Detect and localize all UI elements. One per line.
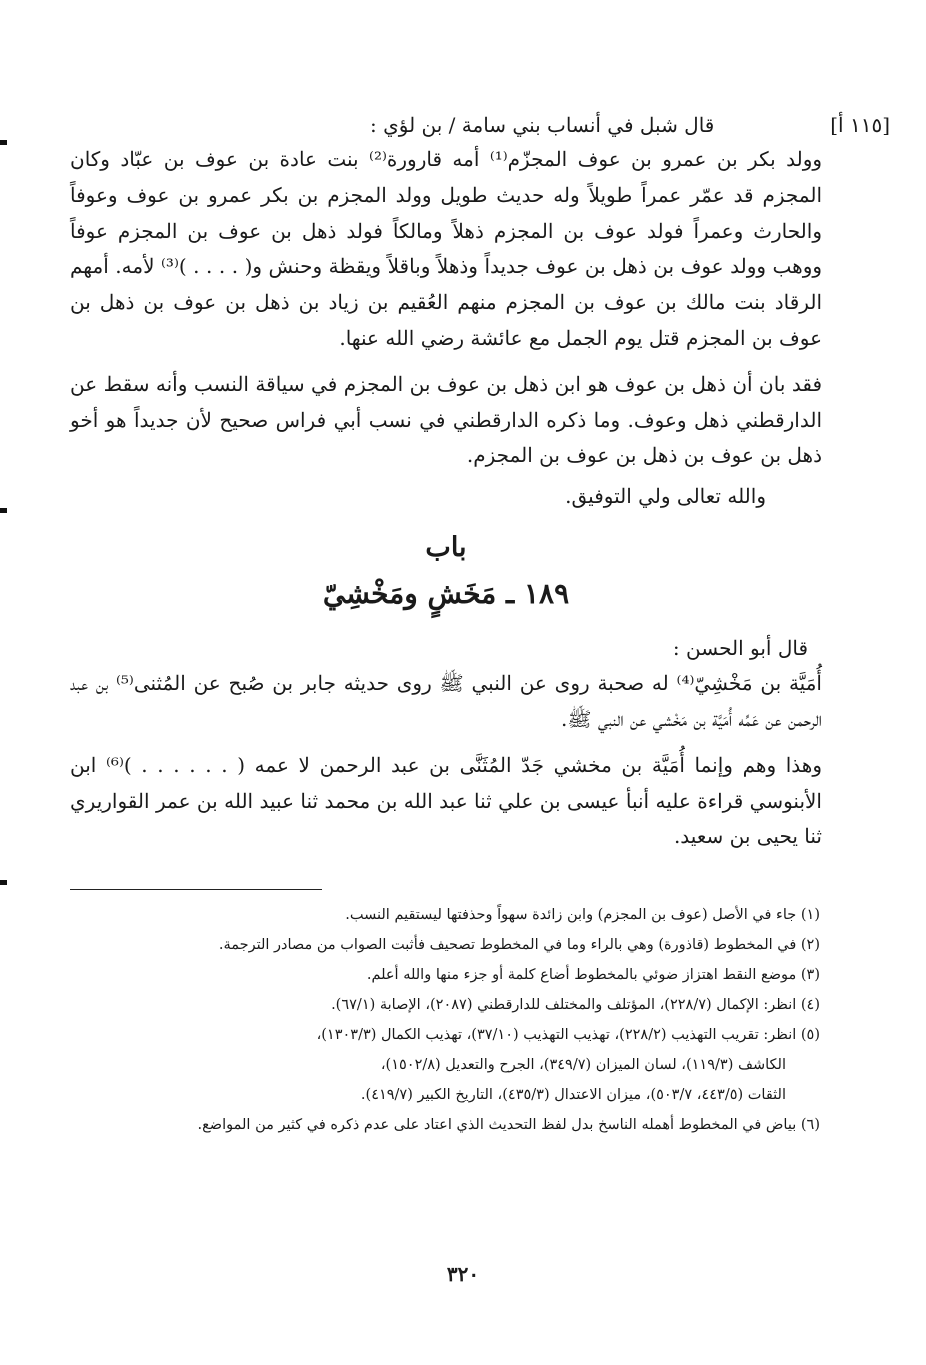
footnote-5-cont-1: الكاشف (١١٩/٣)، لسان الميزان (٣٤٩/٧)، الجرح والتعديل (١٥٠٢/٨)، [380,1057,786,1074]
header-title: قال شبل في أنساب بني سامة / بن لؤي : [370,113,715,137]
intro-line: قال أبو الحسن : [672,636,808,661]
footnote-2: (٢) في المخطوط (قاذورة) وهي بالراء وما في المخطوط تصحيف فأثبت الصواب من مصادر الترجمة. [218,937,820,954]
closing-line: والله تعالى ولي التوفيق. [565,484,766,509]
footnote-3: (٣) موضع النقط اهتزاز ضوئي بالمخطوط أضاع كلمة أو جزء منها والله أعلم. [366,967,820,984]
folio-marker: [١١٥ أ] [830,113,890,137]
body-paragraph-2: فقد بان أن ذهل بن عوف هو ابن ذهل بن عوف بن المجزم في سياقة النسب وأنه سقط عن الدارقطني ذهل وعوف. وما ذكره الدارقطني في نسب أبي فراس صحيح لأن جديداً هو أخو ذهل بن عوف بن ذهل بن عوف بن المجزم. [70,371,823,468]
body-paragraph-3: أُمَيَّة بن مَخْشِيّ⁽⁴⁾ له صحبة روى عن النبي ﷺ روى حديثه جابر بن صُبح عن المُثنى⁽⁵⁾ بن عبد الرحمن عن عَمِّه أُمَيَّة بن مَخْشي عن النبي ﷺ. [70,671,822,731]
footnote-4: (٤) انظر: الإكمال (٢٢٨/٧)، المؤتلف والمختلف للدارقطني (٢٠٨٧)، الإصابة (٦٧/١). [331,997,820,1014]
footnote-1: (١) جاء في الأصل (عوف بن المجزم) وابن زائدة سهواً وحذفتها ليستقيم النسب. [345,907,820,924]
body-paragraph-4: وهذا وهم وإنما أُمَيَّة بن مخشي جَدّ المُثَنَّى بن عبد الرحمن لا عمه ( . . . . . . )⁽⁶⁾ ابن الأبنوسي قراءة عليه أنبأ عيسى بن علي ثنا عبد الله بن محمد ثنا عبيد الله بن عمر القواريري ثنا يحيى بن سعيد. [70,752,822,849]
chapter-bab-label: باب [425,532,467,564]
footnotes [70,900,822,1140]
footnote-5: (٥) انظر: تقريب التهذيب (٢٢٨/٢)، تهذيب التهذيب (٣٧/١٠)، تهذيب الكمال (١٣٠٣/٣)، [316,1027,820,1044]
chapter-title: ١٨٩ ـ مَخَشٍ ومَخْشِيّ [322,577,570,611]
chapter-heading [70,526,822,618]
scan-edge-mark-top [0,140,7,145]
scan-edge-mark-middle [0,508,7,513]
footnote-5-cont-2: الثقات (٤٤٣/٥، ٥٠٣/٧)، ميزان الاعتدال (٤٣٥/٣)، التاريخ الكبير (٤١٩/٧). [360,1087,786,1104]
book-page [70,108,890,1140]
footnote-6: (٦) بياض في المخطوط أهمله الناسخ بدل لفظ التحديث الذي اعتاد على عدم ذكره في كثير من المواضع. [197,1117,820,1134]
scan-edge-mark-lower [0,880,7,885]
page-number: ٣٢٠ [446,1262,480,1286]
footnote-separator [70,889,322,890]
body-paragraph-1: وولد بكر بن عمرو بن عوف المجزّم⁽¹⁾ أمه قارورة⁽²⁾ بنت عادة بن عوف بن عبّاد وكان المجزم قد عمّر عمراً طويلاً وله حديث طويل وولد المجزم بن بكر عمرو بن عوف وعوفاً والحارث وعمراً فولد عوف بن المجزم ذهلاً ومالكاً فولد ذهل بن عوف بن المجزم عوفاً ووهب وولد عوف بن ذهل بن عوف جديداً وذهلاً وباقلاً ويقظة وحنش و( . . . . )⁽³⁾ لأمه. أمهم الرقاد بنت مالك بن عوف بن المجزم منهم العُقيم بن زياد بن ذهل بن عوف بن ذهل بن عوف بن المجزم قتل يوم الجمل مع عائشة رضي الله عنها. [70,147,823,350]
page-header [70,108,890,142]
